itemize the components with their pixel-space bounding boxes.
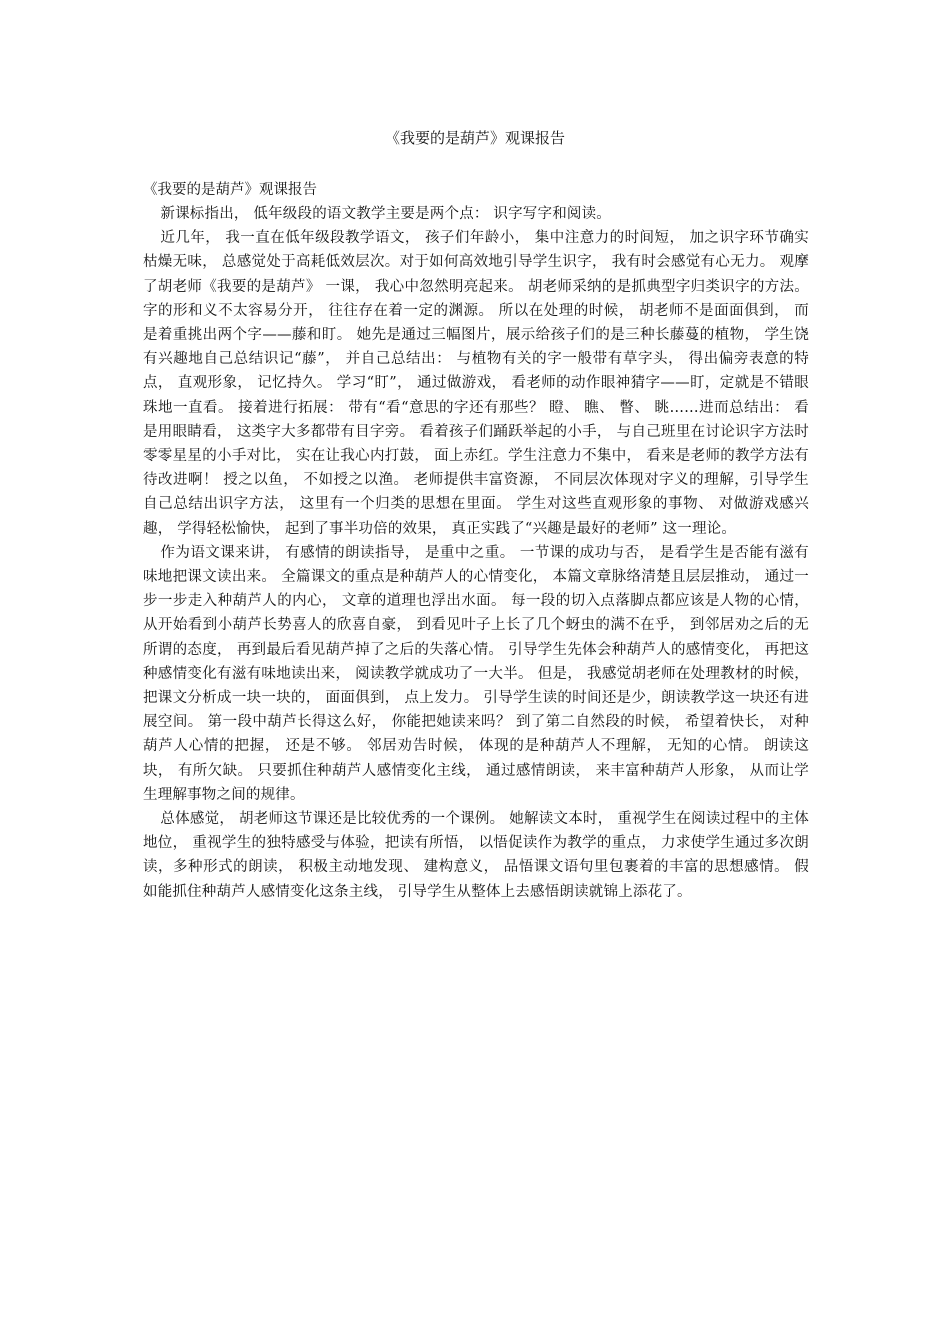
paragraph-reading: 作为语文课来讲， 有感情的朗读指导， 是重中之重。 一节课的成功与否， 是看学生是否能有滋有味地把课文读出来。 全篇课文的重点是种葫芦人的心情变化， 本篇文章脉络清楚且层层推动， 通过一步一步走入种葫芦人的内心， 文章的道理也浮出水面。 每一段的切入点落脚点都应该是人物的心情， 从开始看到小葫芦长势喜人的欣喜自豪， 到看见叶子上长了几个蚜虫的满不在乎， 到邻居劝之后的无所谓的态度， 再到最后看见葫芦掉了之后的失落心情。 引导学生先体会种葫芦人的感情变化， 再把这种感情变化有滋有味地读出来， 阅读教学就成功了一大半。 但是， 我感觉胡老师在处理教材的时候， 把课文分析成一块一块的， 面面俱到， 点上发力。 引导学生读的时间还是少，朗读教学这一块还有进展空间。 第一段中葫芦长得这么好， 你能把她读来吗？ 到了第二自然段的时候， 希望着快长， 对种葫芦人心情的把握， 还是不够。 邻居劝告时候， 体现的是种葫芦人不理解， 无知的心情。 朗读这块， 有所欠缺。 只要抓住种葫芦人感情变化主线， 通过感情朗读， 来丰富种葫芦人形象， 从而让学生理解事物之间的规律。: [143, 544, 809, 803]
document-subtitle: 《我要的是葫芦》观课报告: [143, 182, 317, 198]
document-body: [143, 179, 809, 904]
paragraph-literacy: 近几年， 我一直在低年级段教学语文， 孩子们年龄小， 集中注意力的时间短， 加之识字环节确实枯燥无味， 总感觉处于高耗低效层次。对于如何高效地引导学生识字， 我有时会感觉有心无力。 观摩了胡老师《我要的是葫芦》 一课， 我心中忽然明亮起来。 胡老师采纳的是抓典型字归类识字的方法。 字的形和义不太容易分开， 往往存在着一定的渊源。 所以在处理的时候， 胡老师不是面面俱到， 而是着重挑出两个字——藤和盯。 她先是通过三幅图片，展示给孩子们的是三种长藤蔓的植物， 学生饶有兴趣地自己总结识记“藤”， 并自己总结出： 与植物有关的字一般带有草字头， 得出偏旁表意的特点， 直观形象， 记忆持久。 学习“盯”， 通过做游戏， 看老师的动作眼神猜字——盯，定就是不错眼珠地一直看。 接着进行拓展： 带有“看“意思的字还有那些？ 瞪、 瞧、 瞥、 眺……进而总结出： 看是用眼睛看， 这类字大多都带有目字旁。 看着孩子们踊跃举起的小手， 与自己班里在讨论识字方法时零零星星的小手对比， 实在让我心内打鼓， 面上赤红。学生注意力不集中， 看来是老师的教学方法有待改进啊！ 授之以鱼， 不如授之以渔。 老师提供丰富资源， 不同层次体现对字义的理解，引导学生自己总结出识字方法， 这里有一个归类的思想在里面。 学生对这些直观形象的事物、 对做游戏感兴趣， 学得轻松愉快， 起到了事半功倍的效果， 真正实践了“兴趣是最好的老师” 这一理论。: [143, 230, 809, 537]
paragraph-intro: 新课标指出， 低年级段的语文教学主要是两个点： 识字写字和阅读。: [160, 206, 612, 222]
document-title: 《我要的是葫芦》观课报告: [384, 129, 565, 147]
paragraph-summary: 总体感觉， 胡老师这节课还是比较优秀的一个课例。 她解读文本时， 重视学生在阅读过程中的主体地位， 重视学生的独特感受与体验，把读有所悟， 以悟促读作为教学的重点， 力求使学生通过多次朗读，多种形式的朗读， 积极主动地发现、 建构意义， 品悟课文语句里包裹着的丰富的思想感情。 假如能抓住种葫芦人感情变化这条主线， 引导学生从整体上去感悟朗读就锦上添花了。: [143, 811, 809, 900]
